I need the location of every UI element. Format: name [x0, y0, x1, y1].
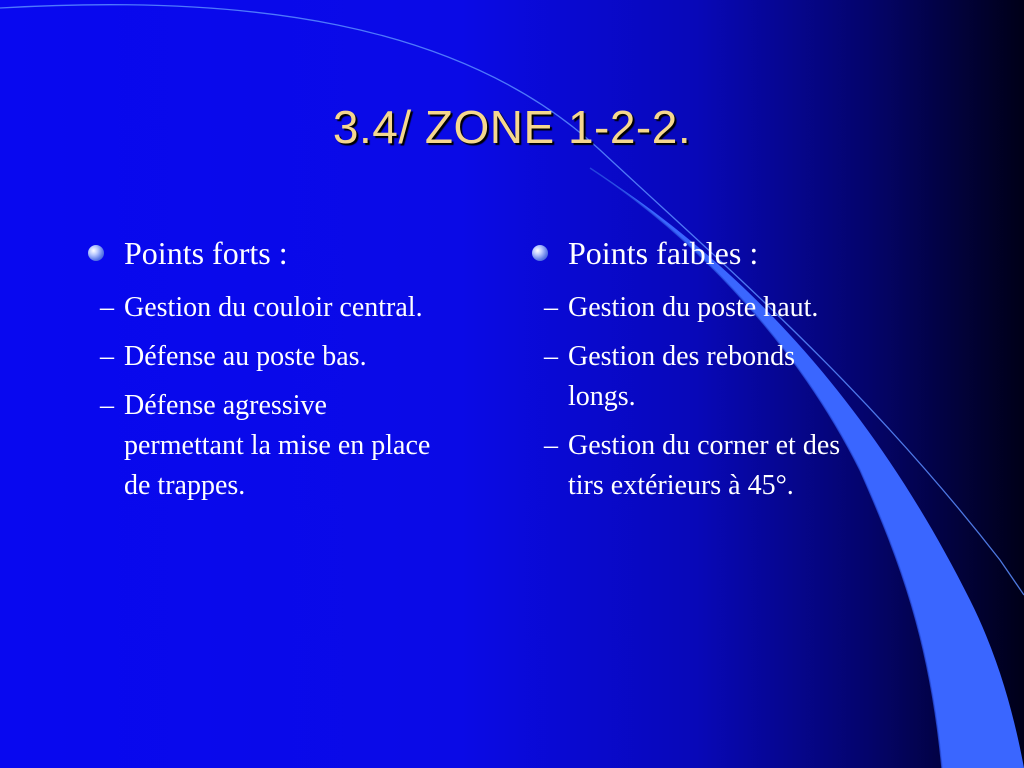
list-item-text: Gestion des rebonds longs.: [568, 341, 796, 412]
list-item: [532, 288, 932, 328]
weaknesses-heading-row: [532, 232, 932, 274]
strengths-heading-row: [88, 232, 488, 274]
strengths-column: [88, 232, 488, 515]
list-item-text: Défense agressive permettant la mise en place de trappes.: [124, 390, 431, 501]
list-item: [532, 337, 932, 417]
dash-bullet-icon: –: [100, 341, 114, 372]
dash-bullet-icon: –: [544, 292, 558, 323]
dash-bullet-icon: –: [544, 430, 558, 461]
dash-bullet-icon: –: [100, 292, 114, 323]
list-item: [532, 426, 932, 506]
list-item-text: Gestion du corner et des tirs extérieurs à 45°.: [568, 430, 841, 501]
weaknesses-column: [532, 232, 932, 515]
circle-bullet-icon: [88, 245, 104, 261]
list-item-text: Gestion du poste haut.: [568, 292, 819, 323]
list-item-text: Défense au poste bas.: [124, 341, 367, 372]
dash-bullet-icon: –: [100, 390, 114, 421]
strengths-list: [88, 288, 488, 506]
weaknesses-heading: Points faibles :: [568, 235, 759, 271]
circle-bullet-icon: [532, 245, 548, 261]
list-item: [88, 337, 488, 377]
strengths-heading: Points forts :: [124, 235, 288, 271]
list-item-text: Gestion du couloir central.: [124, 292, 423, 323]
weaknesses-list: [532, 288, 932, 506]
slide-title: 3.4/ ZONE 1-2-2.: [332, 101, 692, 153]
dash-bullet-icon: –: [544, 341, 558, 372]
list-item: [88, 288, 488, 328]
list-item: [88, 386, 488, 506]
